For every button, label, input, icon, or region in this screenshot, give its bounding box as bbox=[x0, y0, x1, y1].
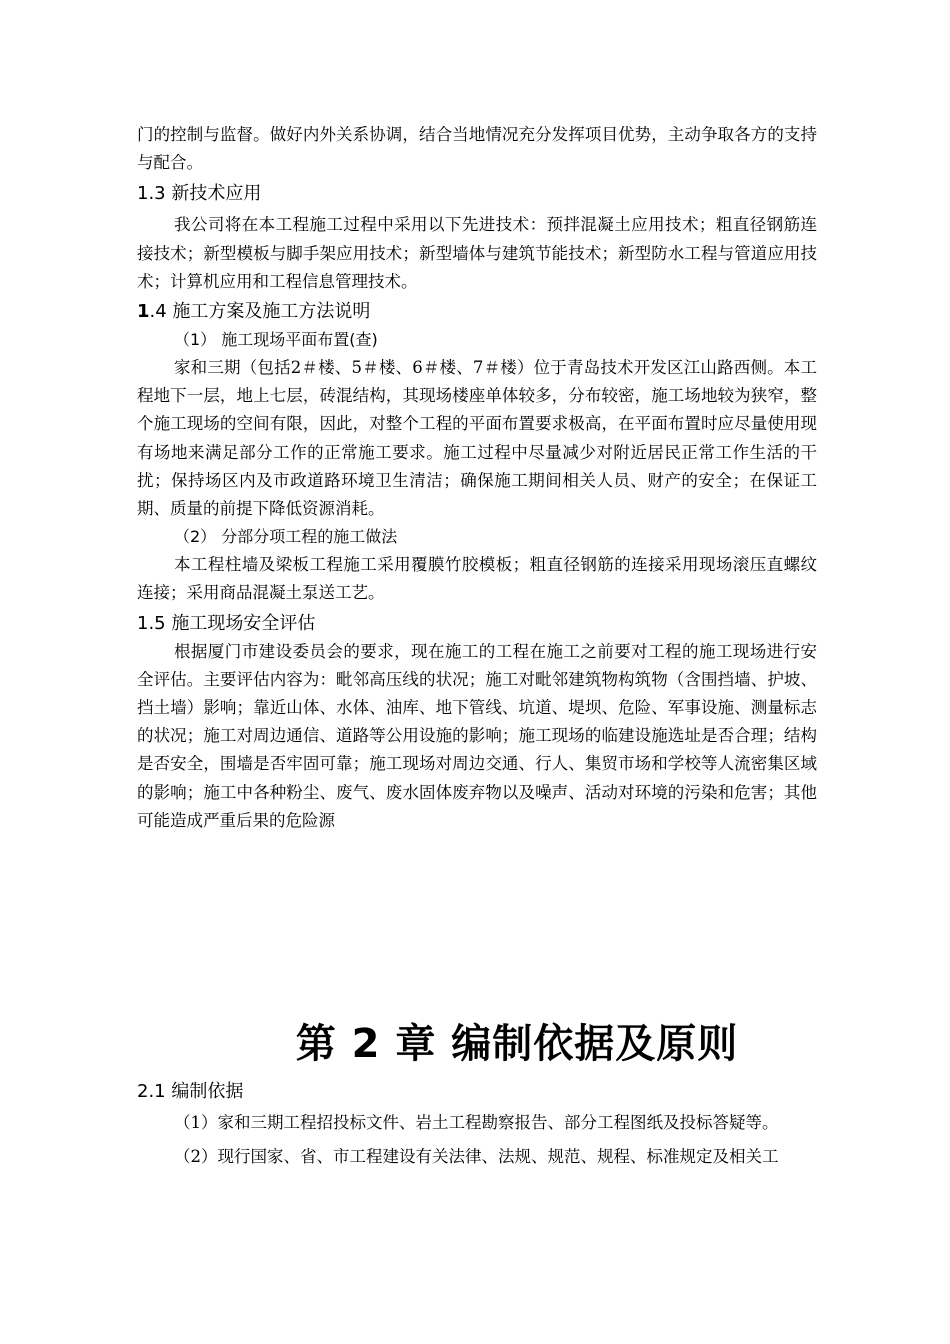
section-number: 1 bbox=[137, 301, 150, 323]
paragraph-basis-1: （1）家和三期工程招投标文件、岩土工程勘察报告、部分工程图纸及投标答疑等。 bbox=[174, 1113, 779, 1132]
subheading-construction-methods: （2） 分部分项工程的施工做法 bbox=[174, 527, 398, 547]
section-heading-1-3: 1.3 新技术应用 bbox=[137, 183, 262, 205]
section-title: .4 施工方案及施工方法说明 bbox=[149, 301, 371, 323]
section-heading-2-1: 2.1 编制依据 bbox=[137, 1081, 244, 1102]
subheading-site-layout: （1） 施工现场平面布置(查) bbox=[174, 330, 378, 350]
paragraph-safety-assessment: 根据厦门市建设委员会的要求，现在施工的工程在施工之前要对工程的施工现场进行安全评估。主要评估内容为：毗邻高压线的状况；施工对毗邻建筑物构筑物（含围挡墙、护坡、挡土墙）影响；靠近山体、水体、油库、地下管线、坑道、堤坝、危险、军事设施、测量标志的状况；施工对周边通信、道路等公用设施的影响；施工现场的临建设施选址是否合理；结构是否安全，围墙是否牢固可靠；施工现场对周边交通、行人、集贸市场和学校等人流密集区域的影响；施工中各种粉尘、废气、废水固体废弃物以及噪声、活动对环境的污染和危害；其他可能造成严重后果的危险源 bbox=[137, 641, 817, 830]
paragraph-construction-methods: 本工程柱墙及梁板工程施工采用覆膜竹胶模板；粗直径钢筋的连接采用现场滚压直螺纹连接；采用商品混凝土泵送工艺。 bbox=[137, 555, 817, 603]
section-heading-1-4 bbox=[137, 298, 817, 326]
section-heading-1-5: 1.5 施工现场安全评估 bbox=[137, 612, 316, 634]
paragraph-continued: 门的控制与监督。做好内外关系协调，结合当地情况充分发挥项目优势，主动争取各方的支持与配合。 bbox=[137, 125, 817, 173]
paragraph-new-tech: 我公司将在本工程施工过程中采用以下先进技术：预拌混凝土应用技术；粗直径钢筋连接技术；新型模板与脚手架应用技术；新型墙体与建筑节能技术；新型防水工程与管道应用技术；计算机应用和工程信息管理技术。 bbox=[137, 215, 817, 291]
paragraph-basis-2: （2）现行国家、省、市工程建设有关法律、法规、规范、规程、标准规定及相关工 bbox=[174, 1147, 779, 1167]
paragraph-site-layout: 家和三期（包括2＃楼、5＃楼、6＃楼、7＃楼）位于青岛技术开发区江山路西侧。本工程地下一层，地上七层，砖混结构，其现场楼座单体较多，分布较密，施工场地较为狭窄，整个施工现场的空间有限，因此，对整个工程的平面布置要求极高，在平面布置时应尽量使用现有场地来满足部分工作的正常施工要求。施工过程中尽量减少对附近居民正常工作生活的干扰；保持场区内及市政道路环境卫生清洁；确保施工期间相关人员、财产的安全；在保证工期、质量的前提下降低资源消耗。 bbox=[137, 358, 817, 519]
chapter-title: 第 2 章 编制依据及原则 bbox=[295, 1021, 739, 1067]
body-lower bbox=[137, 1078, 817, 1171]
body-upper bbox=[137, 121, 817, 835]
